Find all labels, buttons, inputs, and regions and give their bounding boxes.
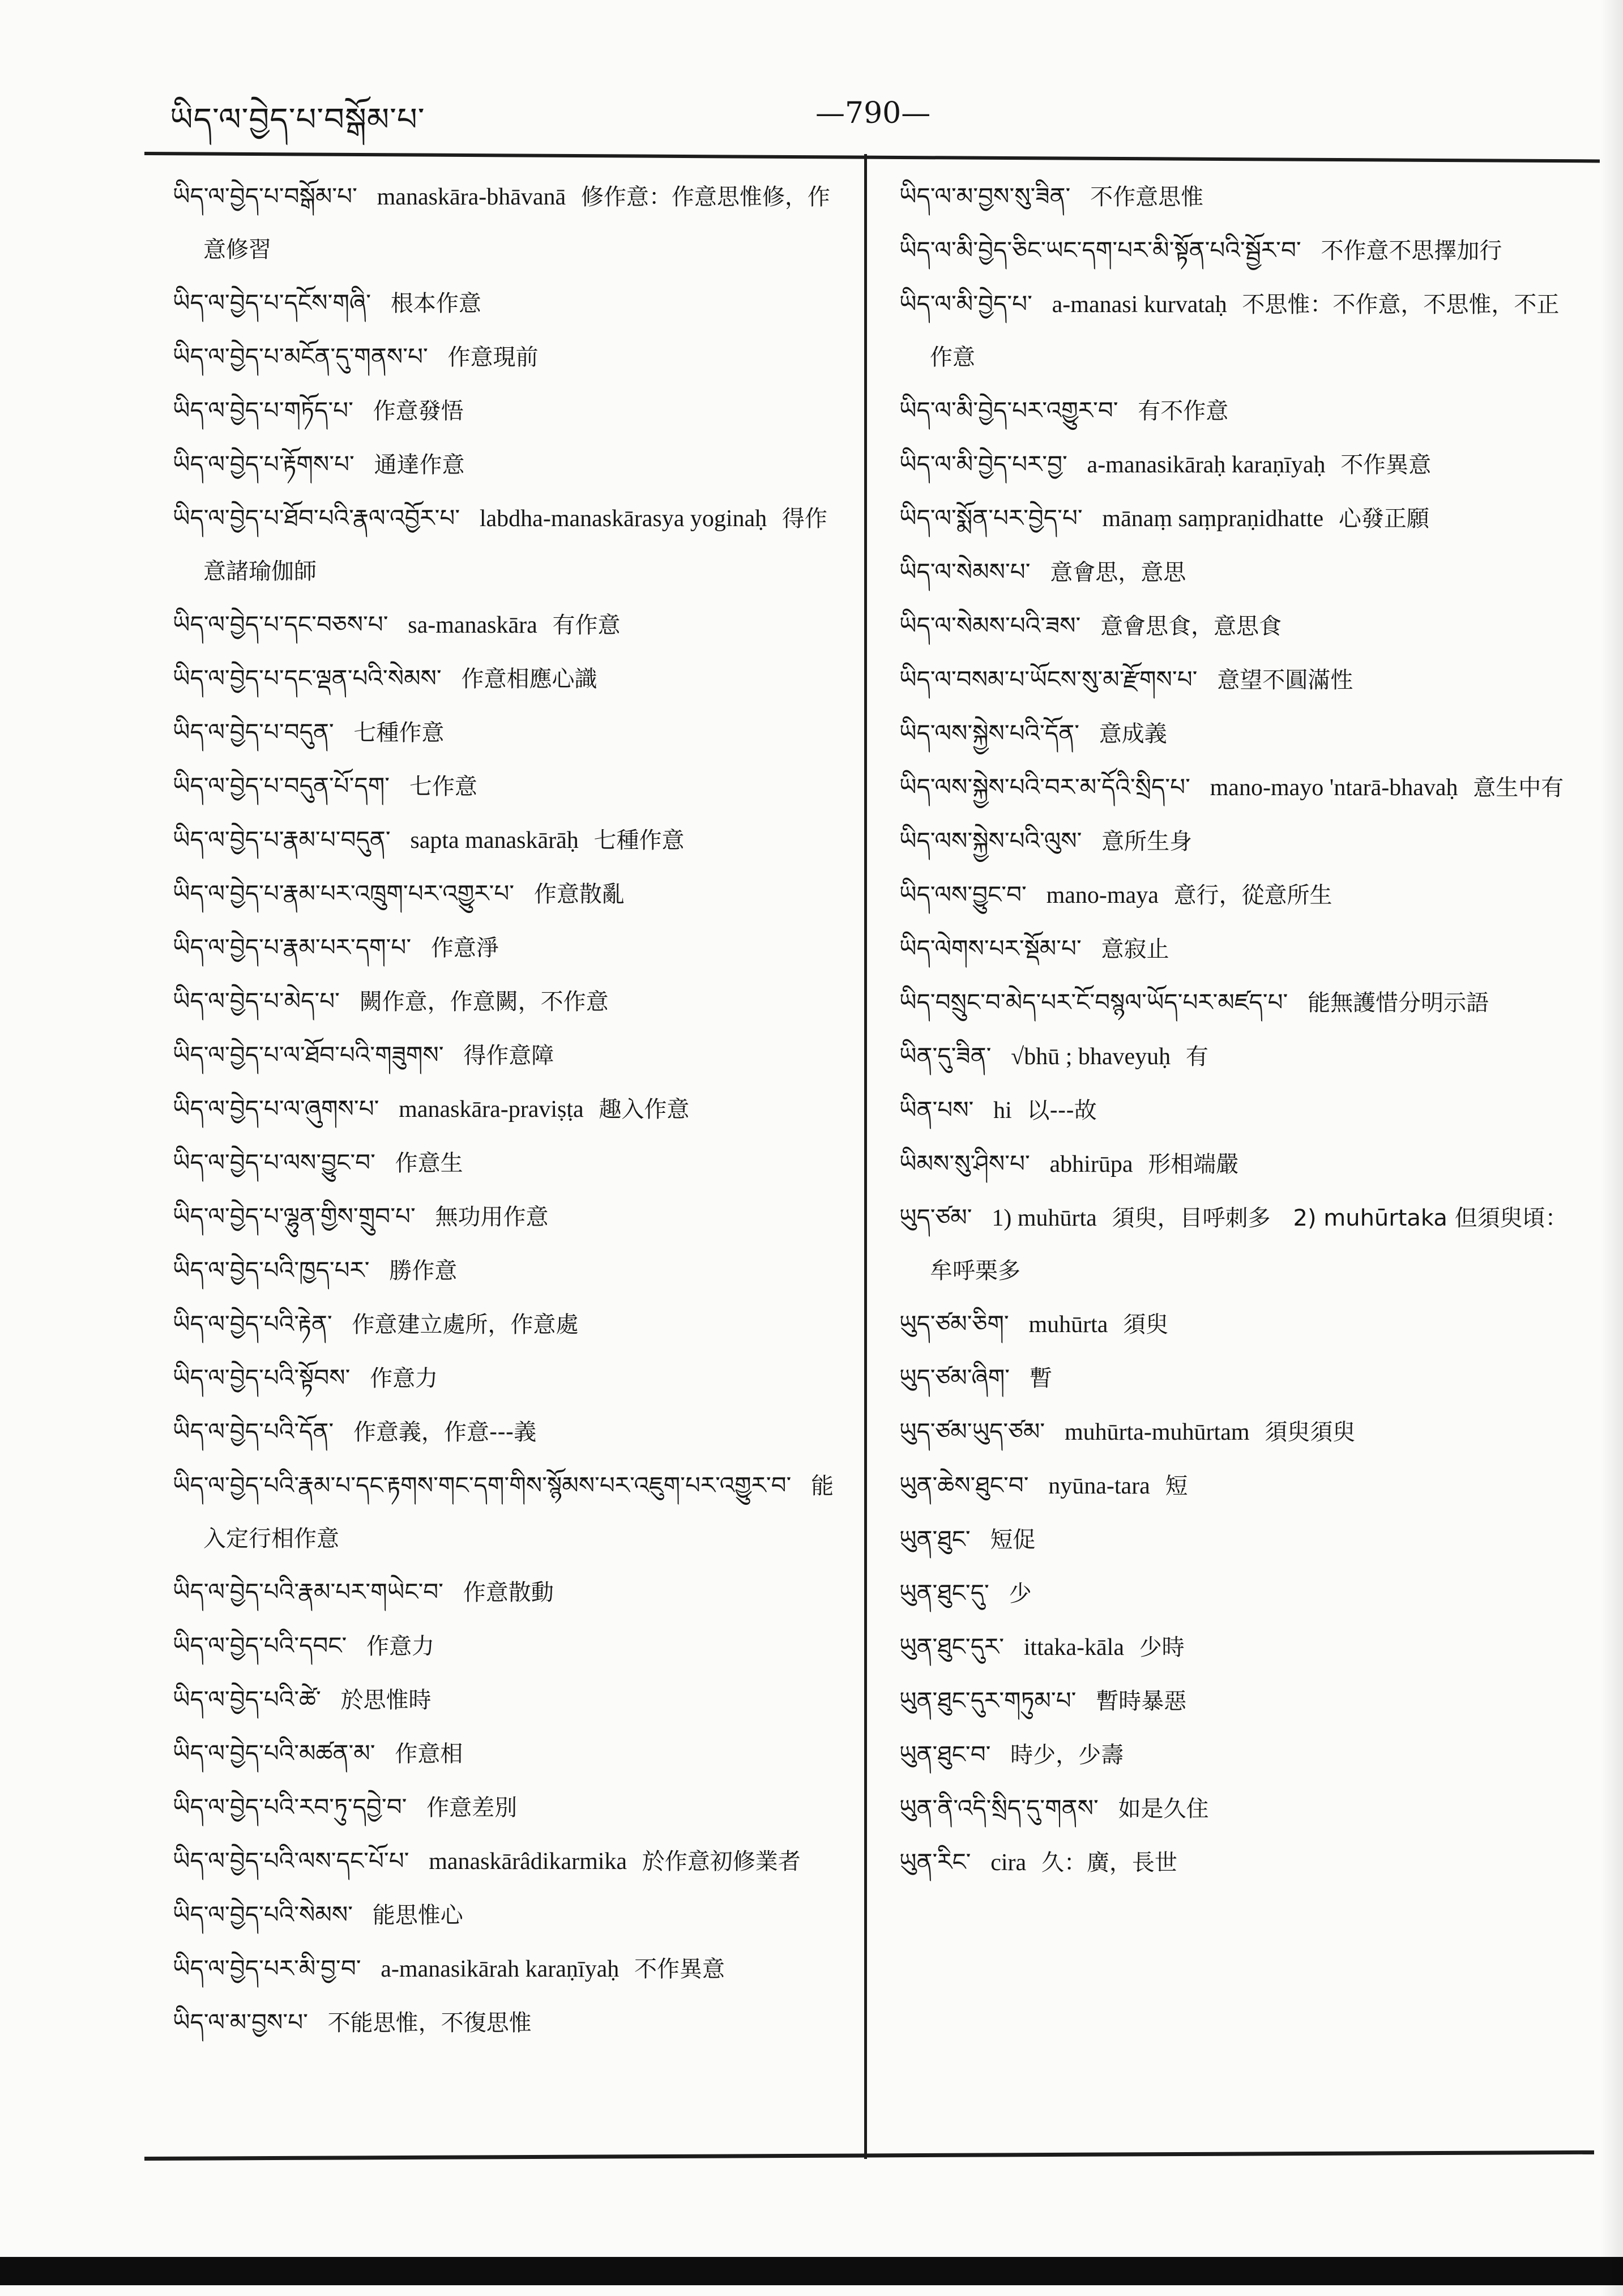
tibetan-headword: ཡིད་ལ་བྱེད་པའི་ལས་དང་པོ་པ་	[173, 1847, 409, 1875]
tibetan-headword: ཡིད་བསྲུང་བ་མེད་པར་ངོ་བསྙལ་ཡོད་པར་མཛད་པ་	[899, 988, 1288, 1016]
dictionary-entry	[173, 1565, 847, 1619]
chinese-gloss: 通達作意	[374, 452, 465, 478]
dictionary-entry	[173, 492, 847, 598]
chinese-gloss: 意生中有	[1473, 775, 1564, 801]
dictionary-entry	[173, 1298, 847, 1351]
tibetan-headword: ཡུན་ཐུང་	[899, 1525, 971, 1553]
dictionary-entry	[173, 867, 847, 921]
tibetan-headword: ཡིད་ལ་བྱེད་པ་བདུན་པོ་དག་	[173, 772, 390, 800]
page-edge-shadow	[1600, 0, 1623, 2296]
dictionary-entry	[173, 813, 847, 867]
tibetan-headword: ཡིད་ལ་མ་བྱས་སུ་ཟིན་	[899, 182, 1071, 210]
chinese-gloss: 意所生身	[1101, 829, 1193, 855]
dictionary-entry	[173, 598, 847, 652]
tibetan-headword: ཡིད་ལ་མི་བྱེད་པར་འགྱུར་བ་	[899, 396, 1118, 424]
tibetan-headword: ཡིད་ལ་བྱེད་པ་ལ་ཐོབ་པའི་གཟུགས་	[173, 1041, 444, 1069]
chinese-gloss: 以---故	[1027, 1098, 1097, 1124]
dictionary-entry	[899, 1405, 1573, 1459]
dictionary-entry	[899, 438, 1573, 492]
sanskrit-equivalent: 1) muhūrta	[992, 1205, 1097, 1231]
tibetan-headword: ཡིད་ལ་བྱེད་པ་དང་ལྡན་པའི་སེམས་	[173, 664, 442, 692]
dictionary-entry	[899, 170, 1573, 224]
sanskrit-equivalent: cira	[990, 1850, 1027, 1876]
chinese-gloss: 作意相	[395, 1741, 463, 1767]
dictionary-entry	[173, 921, 847, 975]
chinese-gloss: 時少，少壽	[1010, 1742, 1124, 1768]
dictionary-entry	[173, 1136, 847, 1190]
tibetan-headword: ཡིད་ལ་མི་བྱེད་པར་བྱ་	[899, 450, 1067, 478]
tibetan-headword: ཡུད་ཙམ་ཞིག་	[899, 1364, 1010, 1392]
running-title: ཡིད་ལ་བྱེད་པ་བསྒོམ་པ་	[170, 101, 425, 138]
tibetan-headword: ཡུད་ཙམ་ཅིག་	[899, 1310, 1009, 1338]
chinese-gloss: 久：廣，長世	[1041, 1850, 1177, 1876]
chinese-gloss: 作意力	[366, 1633, 435, 1659]
chinese-gloss: 如是久住	[1118, 1796, 1209, 1822]
sanskrit-equivalent: muhūrta	[1028, 1312, 1108, 1338]
tibetan-headword: ཡིད་ལ་བྱེད་པ་དང་བཅས་པ་	[173, 611, 388, 638]
dictionary-entry	[899, 1137, 1573, 1191]
dictionary-entry	[173, 170, 847, 276]
chinese-gloss: 作意義，作意---義	[353, 1419, 537, 1445]
chinese-gloss: 作意現前	[447, 344, 539, 370]
tibetan-headword: ཡུན་ཐུང་དུ་	[899, 1579, 989, 1607]
dictionary-entry	[899, 1459, 1573, 1513]
tibetan-headword: ཡིད་ལ་བྱེད་པ་ཐོབ་པའི་རྣལ་འབྱོར་པ་	[173, 504, 460, 532]
dictionary-entry	[899, 599, 1573, 653]
chinese-gloss: 作意發悟	[373, 398, 464, 424]
chinese-gloss: 短促	[990, 1527, 1036, 1553]
tibetan-headword: ཡིད་ལས་སྐྱེས་པའི་ལུས་	[899, 827, 1082, 855]
chinese-gloss: 七種作意	[353, 720, 445, 746]
scan-border	[0, 2257, 1623, 2285]
tibetan-headword: ཡིད་ལ་བསམ་པ་ཡོངས་སུ་མ་རྫོགས་པ་	[899, 665, 1198, 693]
dictionary-entry	[899, 922, 1573, 976]
sanskrit-equivalent: mano-maya	[1046, 882, 1159, 908]
chinese-gloss: 於思惟時	[340, 1687, 432, 1713]
tibetan-headword: ཡིད་ལ་སེམས་པའི་ཟས་	[899, 612, 1081, 639]
chinese-gloss: 不作意不思擇加行	[1321, 238, 1502, 264]
chinese-gloss: 作意生	[395, 1150, 463, 1176]
dictionary-entry	[173, 384, 847, 438]
tibetan-headword: ཡིད་ལ་བྱེད་པ་ལྷུན་གྱིས་གྲུབ་པ་	[173, 1202, 416, 1230]
dictionary-entry	[899, 224, 1573, 278]
tibetan-headword: ཡིམས་སུ་ཤིས་པ་	[899, 1150, 1030, 1177]
chinese-gloss: 作意力	[370, 1365, 438, 1392]
tibetan-headword: ཡུན་ནི་འདི་སྲིད་དུ་གནས་	[899, 1794, 1099, 1822]
dictionary-entry	[899, 707, 1573, 761]
tibetan-headword: ཡིད་ལ་མི་བྱེད་ཅིང་ཡང་དག་པར་མི་སྟོན་པའི་སྦྱོར་བ་	[899, 236, 1301, 264]
dictionary-entry	[899, 492, 1573, 545]
tibetan-headword: ཡིན་དུ་ཟིན་	[899, 1042, 992, 1070]
chinese-gloss: 於作意初修業者	[642, 1849, 801, 1875]
chinese-gloss: 得作意諸瑜伽師	[203, 506, 827, 584]
chinese-gloss: 有作意	[552, 612, 621, 638]
dictionary-entry	[173, 276, 847, 330]
chinese-gloss: 根本作意	[390, 291, 481, 317]
tibetan-headword: ཡིད་ལ་བྱེད་པ་རྣམ་པར་དག་པ་	[173, 933, 412, 961]
sanskrit-equivalent: sapta manaskārāḥ	[410, 827, 579, 853]
chinese-gloss: 能思惟心	[372, 1902, 463, 1928]
tibetan-headword: ཡིད་ལ་སེམས་པ་	[899, 558, 1031, 586]
dictionary-entry	[899, 1191, 1573, 1298]
chinese-gloss: 意寂止	[1101, 936, 1169, 962]
tibetan-headword: ཡིད་ལ་བྱེད་པའི་རྣམ་པར་གཡེང་བ་	[173, 1578, 444, 1606]
chinese-gloss: 須臾，目呼刺多 2) muhūrtaka 但須臾頃：牟呼栗多	[930, 1205, 1568, 1284]
tibetan-headword: ཡིད་ལ་བྱེད་པའི་དབང་	[173, 1632, 347, 1659]
dictionary-entry	[173, 975, 847, 1028]
chinese-gloss: 作意相應心識	[461, 666, 597, 692]
chinese-gloss: 有不作意	[1138, 398, 1229, 424]
tibetan-headword: ཡིད་ལ་བྱེད་པ་མངོན་དུ་གནས་པ་	[173, 343, 428, 370]
dictionary-entry	[173, 1028, 847, 1082]
dictionary-entry	[899, 1782, 1573, 1836]
bottom-rule	[144, 2150, 1594, 2161]
dictionary-entry	[899, 1083, 1573, 1137]
tibetan-headword: ཡིད་ལ་སྨོན་པར་བྱེད་པ་	[899, 504, 1083, 532]
chinese-gloss: 暫時暴惡	[1096, 1688, 1187, 1714]
left-column	[173, 170, 847, 2050]
dictionary-entry	[173, 1459, 847, 1565]
chinese-gloss: 意成義	[1099, 721, 1167, 747]
tibetan-headword: ཡིད་ལ་བྱེད་པ་དངོས་གཞི་	[173, 289, 371, 317]
tibetan-headword: ཡིད་ལ་བྱེད་པ་བསྒོམ་པ་	[173, 182, 357, 210]
tibetan-headword: ཡིན་པས་	[899, 1096, 974, 1124]
dictionary-entry	[173, 438, 847, 492]
chinese-gloss: 須臾須臾	[1265, 1419, 1356, 1445]
chinese-gloss: 不能思惟，不復思惟	[327, 2010, 532, 2036]
dictionary-entry	[173, 1888, 847, 1942]
tibetan-headword: ཡིད་ལ་བྱེད་པ་གཏོད་པ་	[173, 396, 353, 424]
tibetan-headword: ཡིད་ལ་བྱེད་པ་ལས་བྱུང་བ་	[173, 1149, 375, 1176]
tibetan-headword: ཡིད་ལ་བྱེད་པའི་དོན་	[173, 1418, 334, 1445]
dictionary-entry	[173, 1673, 847, 1727]
tibetan-headword: ཡིད་ལ་བྱེད་པའི་སེམས་	[173, 1901, 353, 1928]
chinese-gloss: 作意建立處所，作意處	[352, 1312, 579, 1338]
chinese-gloss: 不作意思惟	[1090, 184, 1204, 210]
dictionary-entry	[899, 653, 1573, 707]
tibetan-headword: ཡིད་ལ་བྱེད་པའི་སྟོབས་	[173, 1364, 351, 1392]
tibetan-headword: ཡིད་ལ་བྱེད་པ་མེད་པ་	[173, 987, 340, 1015]
tibetan-headword: ཡིད་ལ་བྱེད་པར་མི་བྱ་བ་	[173, 1954, 361, 1982]
dictionary-entry	[173, 1619, 847, 1673]
chinese-gloss: 勝作意	[389, 1258, 458, 1284]
sanskrit-equivalent: ittaka-kāla	[1023, 1634, 1124, 1661]
dictionary-entry	[173, 706, 847, 759]
chinese-gloss: 能無護惜分明示語	[1308, 990, 1489, 1016]
tibetan-headword: ཡིད་ལས་སྐྱེས་པའི་བར་མ་དོའི་སྲིད་པ་	[899, 773, 1190, 801]
chinese-gloss: 作意淨	[430, 935, 499, 961]
chinese-gloss: 作意差別	[426, 1795, 518, 1821]
chinese-gloss: 七種作意	[593, 827, 685, 853]
dictionary-entry	[899, 1620, 1573, 1674]
chinese-gloss: 不思惟：不作意，不思惟，不正作意	[930, 292, 1560, 370]
sanskrit-equivalent: a-manasi kurvataḥ	[1052, 292, 1227, 318]
tibetan-headword: ཡིད་ལ་བྱེད་པ་རྣམ་པ་བདུན་	[173, 826, 391, 853]
tibetan-headword: ཡིད་ལས་བྱུང་བ་	[899, 881, 1027, 908]
column-divider	[864, 154, 867, 2159]
dictionary-entry	[899, 761, 1573, 814]
dictionary-entry	[173, 330, 847, 384]
chinese-gloss: 七作意	[409, 774, 477, 800]
sanskrit-equivalent: muhūrta-muhūrtam	[1064, 1419, 1250, 1445]
chinese-gloss: 闕作意，作意闕，不作意	[359, 989, 609, 1015]
sanskrit-equivalent: labdha-manaskārasya yoginaḥ	[479, 506, 767, 532]
dictionary-entry	[173, 1190, 847, 1244]
chinese-gloss: 作意散動	[463, 1580, 554, 1606]
tibetan-headword: ཡུན་ཐུང་དུར་གཏུམ་པ་	[899, 1687, 1077, 1714]
tibetan-headword: ཡིད་ལ་བྱེད་པའི་ཁྱད་པར་	[173, 1256, 370, 1284]
tibetan-headword: ཡིད་ལ་བྱེད་པ་རྟོགས་པ་	[173, 450, 355, 478]
dictionary-entry	[899, 545, 1573, 599]
sanskrit-equivalent: manaskāra-bhāvanā	[377, 184, 566, 210]
tibetan-headword: ཡིད་ལ་བྱེད་པའི་མཚན་མ་	[173, 1739, 375, 1767]
dictionary-entry	[899, 976, 1573, 1030]
tibetan-headword: ཡུད་ཙམ་ཡུད་ཙམ་	[899, 1418, 1045, 1445]
chinese-gloss: 短	[1165, 1473, 1188, 1499]
dictionary-entry	[173, 1082, 847, 1136]
sanskrit-equivalent: sa-manaskāra	[408, 612, 537, 638]
dictionary-entry	[899, 384, 1573, 438]
dictionary-entry	[899, 1513, 1573, 1567]
tibetan-headword: ཡུན་རིང་	[899, 1848, 971, 1876]
tibetan-headword: ཡིད་ལ་བྱེད་པ་རྣམ་པར་འཁྲུག་པར་འགྱུར་པ་	[173, 880, 515, 907]
chinese-gloss: 須臾	[1123, 1312, 1169, 1338]
dictionary-entry	[899, 1351, 1573, 1405]
tibetan-headword: ཡིད་ལ་བྱེད་པའི་ཚེ་	[173, 1685, 321, 1713]
sanskrit-equivalent: nyūna-tara	[1048, 1473, 1150, 1499]
chinese-gloss: 意會思食，意思食	[1100, 613, 1282, 639]
chinese-gloss: 修作意：作意思惟修，作意修習	[203, 184, 830, 263]
chinese-gloss: 心發正願	[1338, 506, 1429, 532]
dictionary-entry	[173, 652, 847, 706]
dictionary-entry	[173, 1244, 847, 1298]
dictionary-entry	[899, 278, 1573, 384]
chinese-gloss: 有	[1185, 1044, 1208, 1070]
dictionary-entry	[899, 814, 1573, 868]
dictionary-entry	[173, 1351, 847, 1405]
dictionary-entry	[899, 1298, 1573, 1351]
chinese-gloss: 意行，從意所生	[1173, 882, 1332, 908]
dictionary-entry	[173, 1942, 847, 1996]
sanskrit-equivalent: manaskāra-praviṣṭa	[399, 1096, 584, 1123]
sanskrit-equivalent: mānaṃ saṃpraṇidhatte	[1102, 506, 1324, 532]
tibetan-headword: ཡུན་ཐུང་བ་	[899, 1740, 991, 1768]
tibetan-headword: ཡིད་ལ་མི་བྱེད་པ་	[899, 290, 1032, 318]
sanskrit-equivalent: manaskārâdikarmika	[429, 1849, 627, 1875]
tibetan-headword: ཡིད་ལས་སྐྱེས་པའི་དོན་	[899, 719, 1080, 747]
dictionary-entry	[899, 1674, 1573, 1728]
dictionary-entry	[899, 868, 1573, 922]
tibetan-headword: ཡུན་ཆེས་ཐུང་བ་	[899, 1471, 1029, 1499]
dictionary-entry	[173, 1405, 847, 1459]
dictionary-entry	[173, 1834, 847, 1888]
sanskrit-equivalent: √bhū ; bhaveyuḥ	[1011, 1044, 1171, 1070]
dictionary-entry	[899, 1728, 1573, 1782]
chinese-gloss: 作意散亂	[533, 881, 625, 907]
chinese-gloss: 不作異意	[1340, 452, 1432, 478]
dictionary-entry	[899, 1567, 1573, 1620]
dictionary-entry	[899, 1030, 1573, 1083]
dictionary-entry	[899, 1836, 1573, 1889]
chinese-gloss: 暫	[1029, 1365, 1052, 1392]
tibetan-headword: ཡིད་ལེགས་པར་སྡོམ་པ་	[899, 934, 1082, 962]
tibetan-headword: ཡིད་ལ་བྱེད་པའི་རྣམ་པ་དང་རྟགས་གང་དག་གིས་སྙོམས་པར་འཇུག་པར་འགྱུར་བ་	[173, 1471, 792, 1499]
chinese-gloss: 趣入作意	[599, 1096, 690, 1123]
chinese-gloss: 少	[1009, 1581, 1032, 1607]
chinese-gloss: 意望不圓滿性	[1217, 667, 1353, 693]
chinese-gloss: 形相端嚴	[1148, 1151, 1239, 1177]
sanskrit-equivalent: a-manasikārah karaṇīyaḥ	[381, 1956, 620, 1982]
dictionary-entry	[173, 1996, 847, 2050]
tibetan-headword: ཡིད་ལ་བྱེད་པ་ལ་ཞུགས་པ་	[173, 1095, 379, 1123]
tibetan-headword: ཡིད་ལ་བྱེད་པ་བདུན་	[173, 718, 334, 746]
dictionary-entry	[173, 1727, 847, 1781]
dictionary-entry	[173, 1781, 847, 1834]
tibetan-headword: ཡིད་ལ་བྱེད་པའི་རབ་ཏུ་དབྱེ་བ་	[173, 1793, 407, 1821]
sanskrit-equivalent: abhirūpa	[1049, 1151, 1133, 1177]
chinese-gloss: 少時	[1139, 1634, 1185, 1661]
dictionary-entry	[173, 759, 847, 813]
chinese-gloss: 無功用作意	[435, 1204, 549, 1230]
chinese-gloss: 得作意障	[463, 1043, 554, 1069]
sanskrit-equivalent: a-manasikāraḥ karaṇīyaḥ	[1087, 452, 1326, 478]
tibetan-headword: ཡིད་ལ་མ་བྱས་པ་	[173, 2008, 308, 2036]
sanskrit-equivalent: mano-mayo 'ntarā-bhavaḥ	[1210, 775, 1458, 801]
tibetan-headword: ཡིད་ལ་བྱེད་པའི་རྟེན་	[173, 1310, 332, 1338]
chinese-gloss: 能入定行相作意	[203, 1473, 834, 1552]
page-number: —790—	[815, 96, 931, 130]
sanskrit-equivalent: hi	[993, 1098, 1012, 1124]
chinese-gloss: 意會思，意思	[1050, 560, 1186, 586]
right-column	[899, 170, 1573, 1889]
tibetan-headword: ཡུད་ཙམ་	[899, 1204, 972, 1231]
tibetan-headword: ཡུན་ཐུང་དུར་	[899, 1633, 1005, 1661]
chinese-gloss: 不作異意	[634, 1956, 725, 1982]
